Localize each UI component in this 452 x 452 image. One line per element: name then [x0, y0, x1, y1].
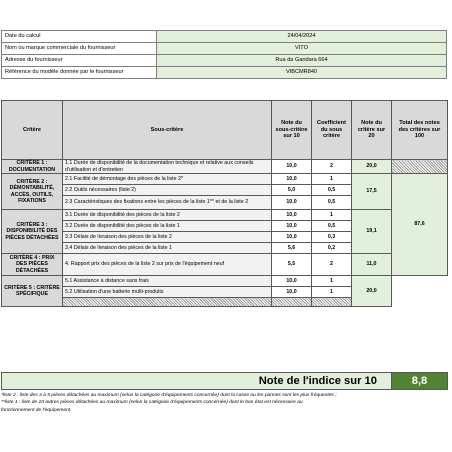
- footnote: **liste 1 : liste de 10 autres pièces détachées au maximum (selon la catégorie d'équipements concernée) dont le bon état est nécessaire au: [1, 400, 303, 406]
- subcriterion-label: 5.2 Utilisation d'une batterie multi-produits: [63, 287, 272, 298]
- subcriterion-coef: 0,3: [312, 232, 352, 243]
- table-row: [2, 276, 448, 287]
- hatched-cell: [272, 298, 312, 307]
- subcriterion-label: 3.2 Durée de disponibilité des pièces de la liste 1: [63, 221, 272, 232]
- subcriterion-coef: 1: [312, 276, 352, 287]
- subcriterion-coef: 2: [312, 254, 352, 276]
- table-row: [2, 160, 448, 174]
- subcriterion-note: 10,0: [272, 196, 312, 210]
- criterion-1-name: CRITÈRE 1 : DOCUMENTATION: [2, 160, 63, 174]
- footnote: *liste 2 : liste des 3 à 5 pièces détachées au maximum (selon la catégorie d'équipements concernée) dont la casse ou les pannes sont les plus fréquentes ;: [1, 393, 337, 398]
- header-critere: Critère: [2, 101, 63, 160]
- subcriterion-label: 3.4 Délais de livraison des pièces de la liste 1: [63, 243, 272, 254]
- criterion-5-name: CRITÈRE 5 : CRITÈRE SPÉCIFIQUE: [2, 276, 63, 307]
- subcriterion-note: 10,0: [272, 210, 312, 221]
- info-label: Adresse du fournisseur: [2, 55, 157, 67]
- subcriterion-coef: 0,5: [312, 196, 352, 210]
- score-grid: [1, 100, 448, 307]
- footnote: fonctionnement de l'équipement.: [1, 407, 72, 413]
- info-value: VIBCMR840: [157, 67, 447, 79]
- subcriterion-note: 10,0: [272, 160, 312, 174]
- info-label: Référence du modèle donnée par le fournisseur: [2, 67, 157, 79]
- subcriterion-label: 4. Rapport prix des pièces de la liste 2 sur prix de l'équipement neuf: [63, 254, 272, 276]
- subcriterion-coef: 2: [312, 160, 352, 174]
- final-score-row: [1, 372, 448, 390]
- hatched-cell: [63, 298, 272, 307]
- subcriterion-coef: 1: [312, 210, 352, 221]
- criterion-4-score: 11,0: [352, 254, 392, 276]
- header-coefficient: Coefficient du sous critère: [312, 101, 352, 160]
- info-table: [1, 30, 447, 79]
- criterion-2-name: CRITÈRE 2 : DÉMONTABILITÉ, ACCÈS, OUTILS, FIXATIONS: [2, 174, 63, 210]
- criterion-5-score: 20,0: [352, 276, 392, 307]
- table-row: [2, 254, 448, 276]
- subcriterion-label: 3.3 Délais de livraison des pièces de la liste 2: [63, 232, 272, 243]
- subcriterion-label: 2.1 Facilité de démontage des pièces de la liste 2*: [63, 174, 272, 185]
- subcriterion-note: 10,0: [272, 221, 312, 232]
- criterion-4-name: CRITÈRE 4 : PRIX DES PIÈCES DÉTACHÉES: [2, 254, 63, 276]
- header-sous-critere: Sous-critère: [63, 101, 272, 160]
- criterion-3-name: CRITÈRE 3 : DISPONIBILITÉ DES PIÈCES DÉTACHÉES: [2, 210, 63, 254]
- header-total: Total des notes des critères sur 100: [392, 101, 448, 160]
- table-row: [2, 210, 448, 221]
- subcriterion-note: 10,0: [272, 276, 312, 287]
- subcriterion-note: 10,0: [272, 287, 312, 298]
- info-row: [2, 43, 447, 55]
- final-score-value: 8,8: [392, 373, 448, 390]
- hatched-cell: [312, 298, 352, 307]
- subcriterion-label: 2.3 Caractéristiques des fixations entre les pièces de la liste 1** et de la liste 2: [63, 196, 272, 210]
- total-score: 87,6: [392, 174, 448, 276]
- info-label: Nom ou marque commerciale du fournisseur: [2, 43, 157, 55]
- footnotes: [1, 392, 448, 414]
- info-value: VITO: [157, 43, 447, 55]
- subcriterion-note: 5,6: [272, 243, 312, 254]
- header-note-critere: Note du critère sur 20: [352, 101, 392, 160]
- subcriterion-note: 10,0: [272, 232, 312, 243]
- header-row: [2, 101, 448, 160]
- criterion-3-score: 19,1: [352, 210, 392, 254]
- final-score-label: Note de l'indice sur 10: [2, 373, 392, 390]
- hatched-cell: [392, 160, 448, 174]
- subcriterion-label: 1.1 Durée de disponibilité de la documentation technique et relative aux conseils d'utilisation et d'entretien: [63, 160, 272, 174]
- info-row: [2, 67, 447, 79]
- subcriterion-note: 5,5: [272, 254, 312, 276]
- subcriterion-note: 10,0: [272, 174, 312, 185]
- criterion-1-score: 20,0: [352, 160, 392, 174]
- info-row: [2, 55, 447, 67]
- table-row: [2, 174, 448, 185]
- criterion-2-score: 17,5: [352, 174, 392, 210]
- subcriterion-coef: 1: [312, 174, 352, 185]
- subcriterion-note: 5,0: [272, 185, 312, 196]
- subcriterion-label: 5.1 Assistance à distance sans frais: [63, 276, 272, 287]
- subcriterion-label: 2.2 Outils nécessaires (liste 2): [63, 185, 272, 196]
- header-note-sous-critere: Note du sous-critère sur 10: [272, 101, 312, 160]
- info-row: [2, 31, 447, 43]
- subcriterion-label: 3.1 Durée de disponibilité des pièces de la liste 2: [63, 210, 272, 221]
- info-value: Rua da Gandara 664: [157, 55, 447, 67]
- subcriterion-coef: 1: [312, 287, 352, 298]
- subcriterion-coef: 0,5: [312, 185, 352, 196]
- subcriterion-coef: 0,2: [312, 243, 352, 254]
- info-value: 24/04/2024: [157, 31, 447, 43]
- subcriterion-coef: 0,5: [312, 221, 352, 232]
- info-label: Date du calcul: [2, 31, 157, 43]
